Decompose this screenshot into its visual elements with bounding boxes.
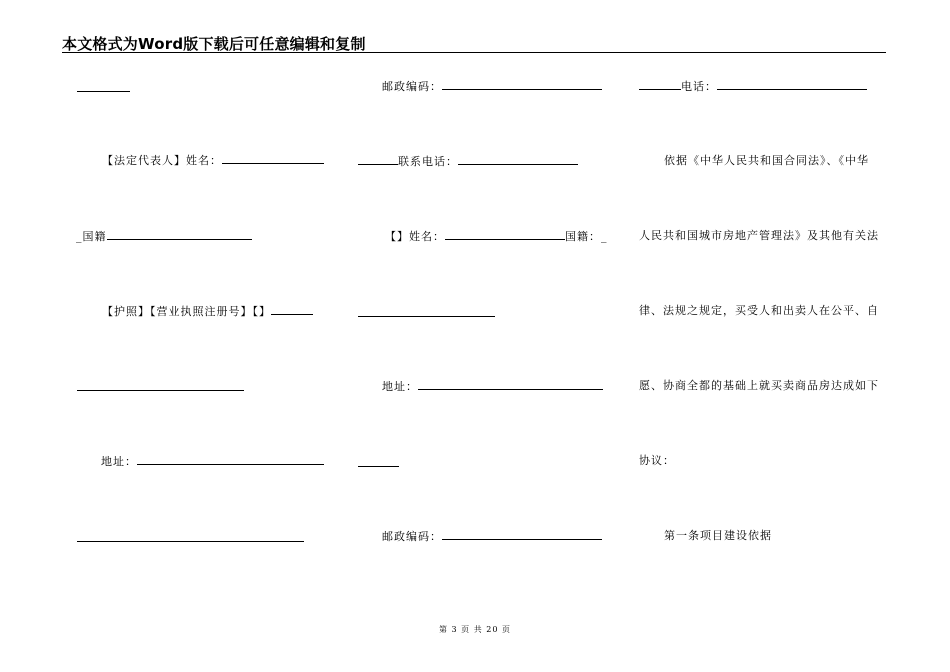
passport-license-blank <box>271 304 313 315</box>
document-header-title: 本文格式为Word版下载后可任意编辑和复制 <box>62 35 366 53</box>
passport-license-label: 【护照】【营业执照注册号】【】 <box>102 305 271 318</box>
contact-phone-blank <box>458 154 578 165</box>
page-number: 第 3 页 共 20 页 <box>439 625 511 634</box>
contact-phone-field <box>358 154 578 169</box>
buyer-address-label: 地址： <box>382 380 418 393</box>
legal-representative-name-label: 【法定代表人】姓名： <box>102 154 222 167</box>
postal-code-label: 邮政编码： <box>382 80 442 93</box>
buyer-address-blank <box>418 379 603 390</box>
blank-line <box>358 316 495 317</box>
paragraph-line: 律、法规之规定，买受人和出卖人在公平、自 <box>639 304 879 317</box>
blank-line <box>77 390 244 391</box>
paragraph-line: 人民共和国城市房地产管理法》及其他有关法 <box>639 229 879 242</box>
buyer-name-blank <box>445 229 565 240</box>
buyer-nationality-label: 国籍： <box>565 230 601 243</box>
blank-line <box>358 466 399 467</box>
contact-phone-label: 联系电话： <box>398 155 458 168</box>
phone-field <box>639 79 867 94</box>
postal-code-blank <box>442 79 602 90</box>
buyer-nationality-suffix: _ <box>601 230 608 243</box>
buyer-postal-code-label: 邮政编码： <box>382 530 442 543</box>
phone-prefix-blank <box>639 79 681 90</box>
nationality-prefix: _ <box>76 230 83 243</box>
blank-line <box>77 541 304 542</box>
article-heading: 第一条项目建设依据 <box>664 529 772 542</box>
address-field <box>101 454 324 469</box>
legal-representative-name-blank <box>222 153 324 164</box>
phone-label: 电话： <box>681 80 717 93</box>
nationality-field <box>76 229 252 244</box>
header-divider <box>62 52 886 53</box>
phone-blank <box>717 79 867 90</box>
paragraph-line: 愿、协商全都的基础上就买卖商品房达成如下 <box>639 379 879 392</box>
legal-representative-name-field <box>102 153 324 168</box>
blank-line <box>77 91 130 92</box>
address-label: 地址： <box>101 455 137 468</box>
passport-license-field <box>102 304 313 319</box>
contact-phone-prefix-blank <box>358 154 398 165</box>
paragraph-line: 协议： <box>639 454 675 467</box>
paragraph-line: 依据《中华人民共和国合同法》、《中华 <box>664 154 869 167</box>
buyer-address-field <box>382 379 603 394</box>
buyer-postal-code-blank <box>442 529 602 540</box>
nationality-label: 国籍 <box>82 230 107 243</box>
buyer-name-label: 【】姓名： <box>385 230 445 243</box>
address-blank <box>137 454 324 465</box>
nationality-blank <box>107 229 252 240</box>
buyer-postal-code-field <box>382 529 602 544</box>
buyer-name-nationality-field <box>385 229 608 244</box>
postal-code-field <box>382 79 602 94</box>
